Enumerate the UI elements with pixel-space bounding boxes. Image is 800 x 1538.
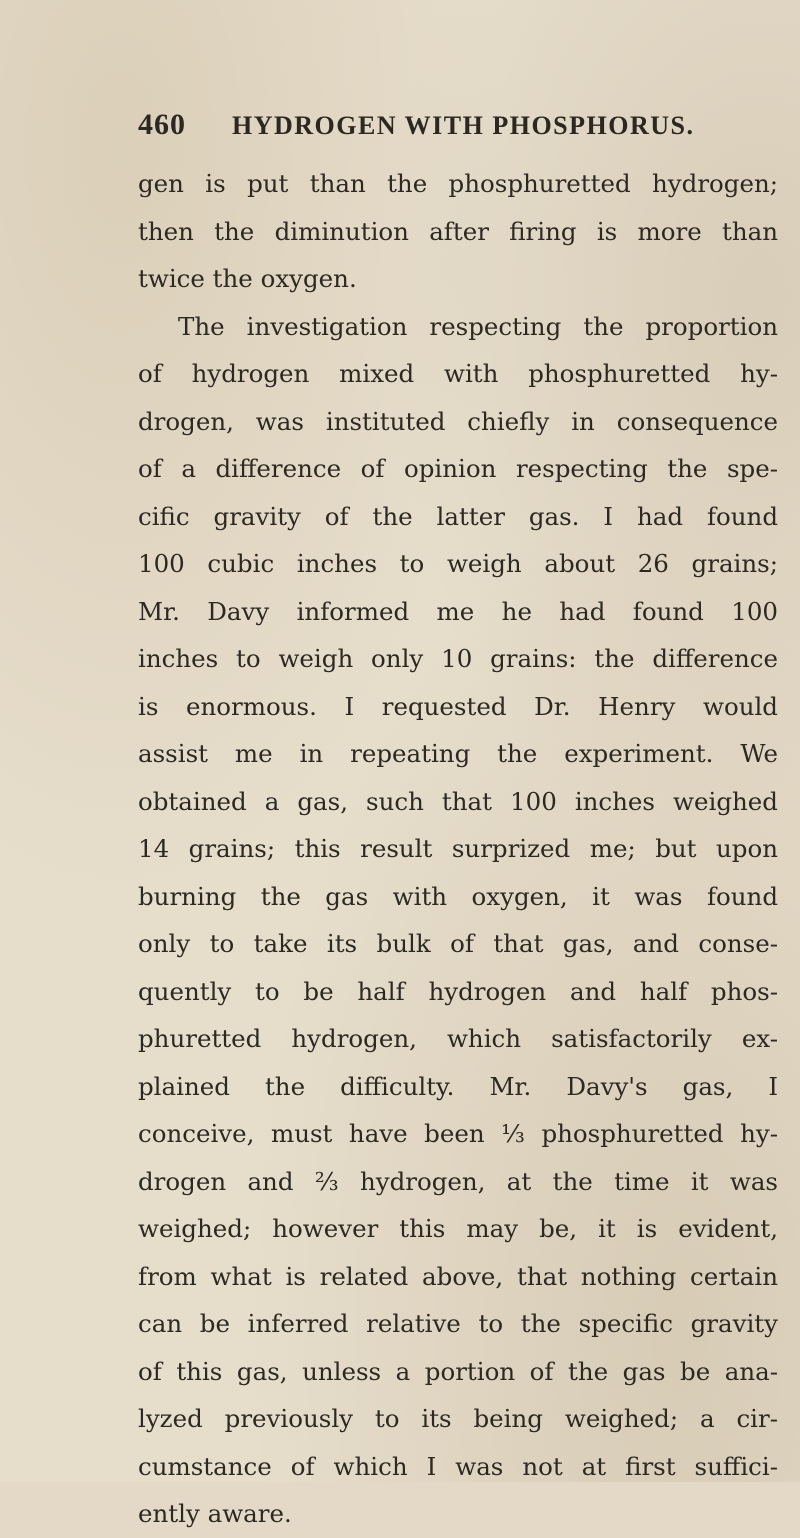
text-line: drogen and ⅔ hydrogen, at the time it was	[138, 1166, 778, 1196]
text-line: from what is related above, that nothing certain	[138, 1261, 778, 1291]
text-line: cumstance of which I was not at first suffici-	[138, 1451, 778, 1481]
running-title: HYDROGEN WITH PHOSPHORUS.	[232, 111, 695, 140]
text-line: is enormous. I requested Dr. Henry would	[138, 691, 778, 721]
text-line: gen is put than the phosphuretted hydrogen;	[138, 169, 778, 198]
text-line: then the diminution after firing is more than	[138, 216, 778, 246]
page-number: 460	[138, 108, 186, 141]
text-line: only to take its bulk of that gas, and conse-	[138, 929, 778, 958]
text-line: weighed; however this may be, it is evident,	[138, 1214, 778, 1243]
text-line: of a difference of opinion respecting the spe-	[138, 454, 778, 483]
text-line: inches to weigh only 10 grains: the difference	[138, 644, 778, 673]
text-line: quently to be half hydrogen and half phos-	[138, 976, 778, 1006]
text-line: assist me in repeating the experiment. We	[138, 739, 778, 768]
text-line: of hydrogen mixed with phosphuretted hy-	[138, 359, 778, 388]
text-line: can be inferred relative to the specific gravity	[138, 1309, 778, 1338]
text-line: Mr. Davy informed me he had found 100	[138, 596, 778, 626]
text-line: burning the gas with oxygen, it was found	[138, 881, 778, 911]
text-line: The investigation respecting the proportion	[178, 311, 778, 341]
text-line: plained the difficulty. Mr. Davy's gas, I	[138, 1071, 778, 1101]
text-line: 14 grains; this result surprized me; but upon	[138, 834, 778, 863]
body-text	[138, 160, 778, 1538]
text-line: drogen, was instituted chiefly in consequence	[138, 406, 778, 436]
text-line: of this gas, unless a portion of the gas be ana-	[138, 1356, 778, 1386]
text-line: twice the oxygen.	[138, 264, 357, 293]
text-line: 100 cubic inches to weigh about 26 grains;	[138, 549, 778, 578]
text-line: lyzed previously to its being weighed; a cir-	[138, 1404, 778, 1433]
text-line: obtained a gas, such that 100 inches weighed	[138, 786, 778, 816]
text-line: cific gravity of the latter gas. I had found	[138, 501, 778, 531]
text-line: ently aware.	[138, 1499, 292, 1528]
text-line: phuretted hydrogen, which satisfactorily ex-	[138, 1024, 778, 1053]
page-header	[138, 108, 698, 142]
text-line: conceive, must have been ⅓ phosphuretted hy-	[138, 1119, 778, 1148]
